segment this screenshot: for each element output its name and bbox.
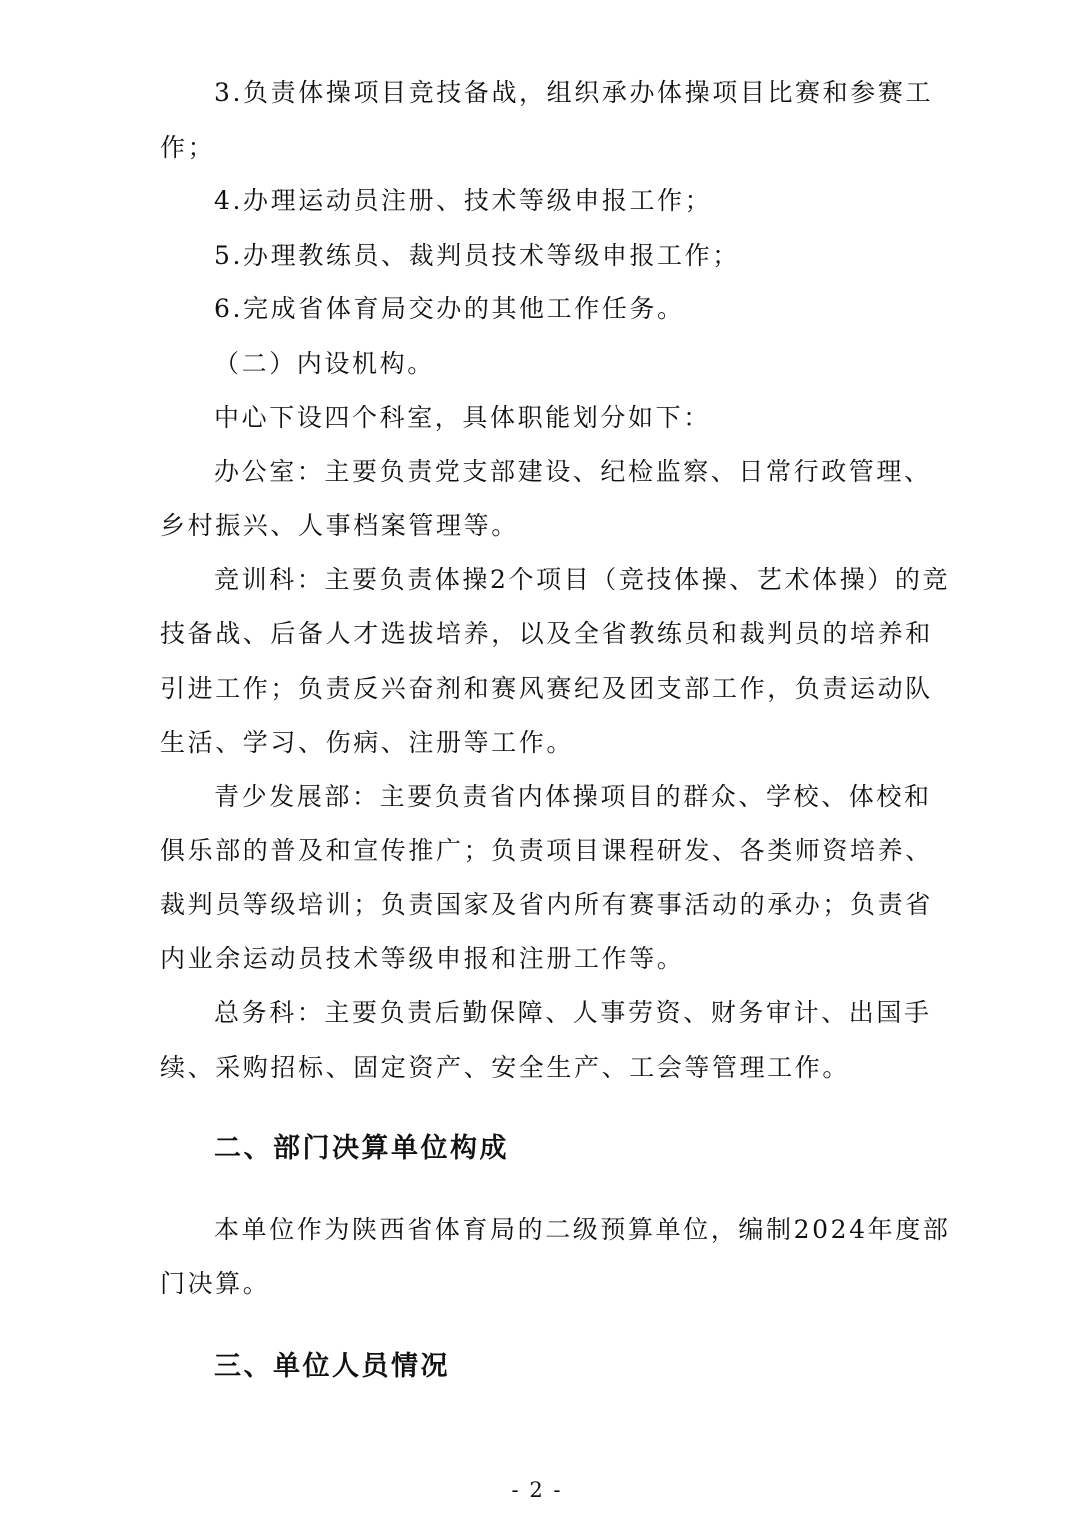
duty-item-5: 5.办理教练员、裁判员技术等级申报工作； (214, 241, 740, 270)
duty-item-3-line-1: 3.负责体操项目竞技备战，组织承办体操项目比赛和参赛工 (214, 78, 934, 107)
duty-item-4: 4.办理运动员注册、技术等级申报工作； (214, 186, 713, 215)
duty-item-3-line-2: 作； (160, 133, 216, 162)
youth-duties-line-2: 俱乐部的普及和宣传推广；负责项目课程研发、各类师资培养、 (160, 836, 933, 865)
training-duties-line-4: 生活、学习、伤病、注册等工作。 (160, 728, 575, 757)
youth-duties-line-1: 青少发展部：主要负责省内体操项目的群众、学校、体校和 (214, 782, 932, 811)
general-affairs-duties-line-1: 总务科：主要负责后勤保障、人事劳资、财务审计、出国手 (214, 998, 932, 1027)
section-2-heading: 二、部门决算单位构成 (214, 1133, 509, 1164)
general-affairs-duties-line-2: 续、采购招标、固定资产、安全生产、工会等管理工作。 (160, 1053, 851, 1082)
page-number: - 2 - (511, 1478, 563, 1502)
youth-duties-line-3: 裁判员等级培训；负责国家及省内所有赛事活动的承办；负责省 (160, 890, 933, 919)
youth-duties-line-4: 内业余运动员技术等级申报和注册工作等。 (160, 944, 685, 973)
duty-item-6: 6.完成省体育局交办的其他工作任务。 (214, 294, 685, 323)
internal-structure-intro: 中心下设四个科室，具体职能划分如下： (214, 403, 711, 432)
training-duties-line-1: 竞训科：主要负责体操2个项目（竞技体操、艺术体操）的竞 (214, 565, 951, 594)
section-2-text-line-2: 门决算。 (160, 1269, 271, 1298)
office-duties-line-2: 乡村振兴、人事档案管理等。 (160, 511, 519, 540)
office-duties-line-1: 办公室：主要负责党支部建设、纪检监察、日常行政管理、 (214, 457, 932, 486)
training-duties-line-2: 技备战、后备人才选拔培养，以及全省教练员和裁判员的培养和 (160, 619, 933, 648)
section-2-text-line-1: 本单位作为陕西省体育局的二级预算单位，编制2024年度部 (214, 1215, 951, 1244)
internal-structure-heading: （二）内设机构。 (214, 349, 435, 378)
training-duties-line-3: 引进工作；负责反兴奋剂和赛风赛纪及团支部工作，负责运动队 (160, 674, 933, 703)
section-3-heading: 三、单位人员情况 (214, 1351, 450, 1382)
